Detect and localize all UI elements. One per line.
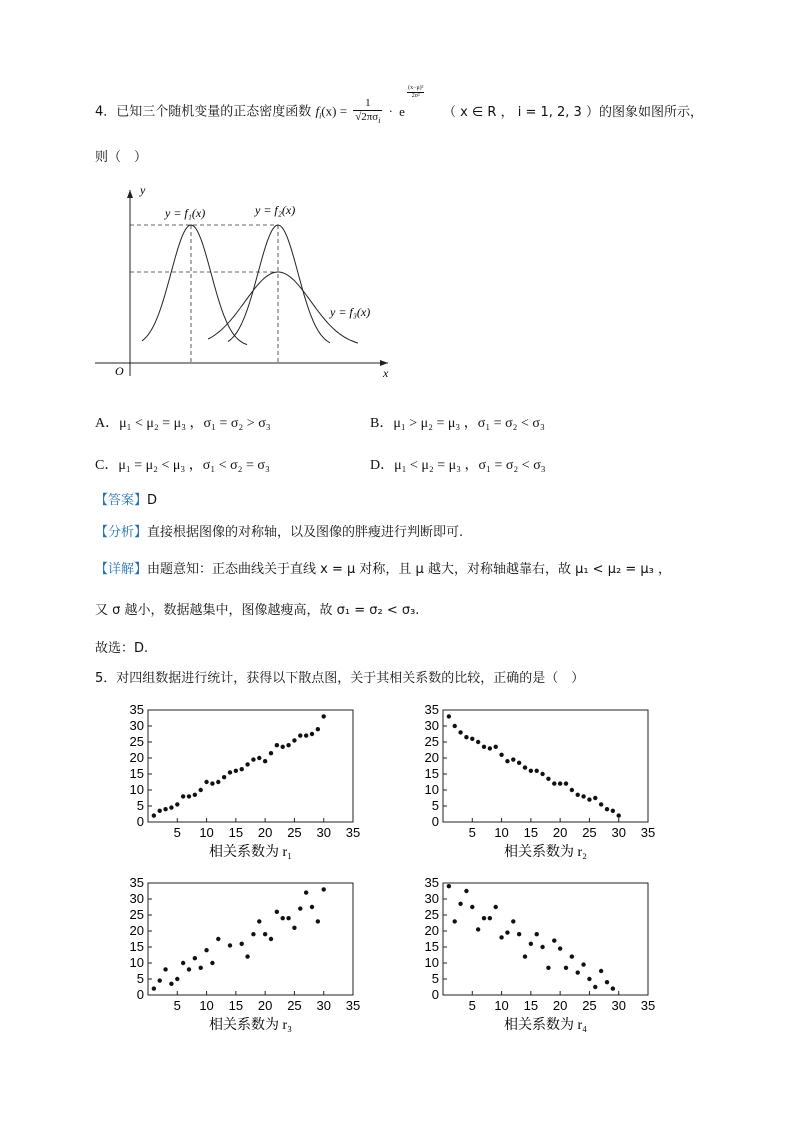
q4-frac-den-main: √2πσ bbox=[355, 111, 379, 123]
data-point bbox=[304, 733, 308, 737]
option-c: C．μ₁ = μ₂ < μ₃ ，σ₁ < σ₂ = σ₃ bbox=[95, 458, 270, 473]
x-tick-label: 10 bbox=[494, 825, 509, 840]
data-point bbox=[163, 807, 167, 811]
data-point bbox=[275, 910, 279, 914]
data-point bbox=[552, 938, 556, 942]
data-point bbox=[482, 745, 486, 749]
data-point bbox=[453, 724, 457, 728]
data-point bbox=[599, 802, 603, 806]
data-point bbox=[488, 916, 492, 920]
data-point bbox=[535, 932, 539, 936]
data-point bbox=[310, 732, 314, 736]
data-point bbox=[494, 905, 498, 909]
y-tick-label: 20 bbox=[424, 750, 439, 765]
data-point bbox=[257, 756, 261, 760]
data-point bbox=[494, 745, 498, 749]
y-tick-label: 15 bbox=[424, 766, 439, 781]
y-tick-label: 20 bbox=[129, 750, 144, 765]
x-tick-label: 30 bbox=[316, 825, 331, 840]
data-point bbox=[447, 884, 451, 888]
data-point bbox=[240, 942, 244, 946]
y-tick-label: 15 bbox=[129, 766, 144, 781]
detail-text-1: 由题意知：正态曲线关于直线 x = μ 对称，且 μ 越大，对称轴越靠右，故 μ₁ < μ₂ = μ₃ ， bbox=[147, 562, 671, 577]
x-tick-label: 30 bbox=[611, 998, 626, 1013]
data-point bbox=[158, 809, 162, 813]
y-tick-label: 15 bbox=[129, 939, 144, 954]
scatter-r2 bbox=[413, 700, 673, 865]
y-tick-label: 25 bbox=[424, 734, 439, 749]
data-point bbox=[181, 961, 185, 965]
data-point bbox=[263, 932, 267, 936]
y-tick-label: 5 bbox=[136, 971, 144, 986]
x-tick-label: 5 bbox=[468, 998, 476, 1013]
data-point bbox=[216, 780, 220, 784]
q4-exp-num: (x−μ)² bbox=[408, 84, 424, 91]
y-tick-label: 30 bbox=[129, 718, 144, 733]
label-f1: y = f₁(x) bbox=[165, 206, 206, 220]
data-point bbox=[163, 967, 167, 971]
option-d: D．μ₁ < μ₂ = μ₃ ，σ₁ = σ₂ < σ₃ bbox=[370, 458, 546, 473]
data-point bbox=[470, 905, 474, 909]
y-tick-label: 10 bbox=[424, 782, 439, 797]
data-point bbox=[281, 916, 285, 920]
data-point bbox=[245, 954, 249, 958]
q4-exp-den: 2σ² bbox=[411, 92, 420, 99]
x-axis-label: x bbox=[383, 366, 389, 380]
data-point bbox=[322, 714, 326, 718]
analysis-line bbox=[95, 521, 463, 540]
data-point bbox=[286, 916, 290, 920]
y-tick-label: 25 bbox=[129, 734, 144, 749]
data-point bbox=[581, 794, 585, 798]
data-point bbox=[611, 986, 615, 990]
data-point bbox=[558, 946, 562, 950]
data-point bbox=[263, 759, 267, 763]
data-point bbox=[564, 966, 568, 970]
data-point bbox=[576, 970, 580, 974]
x-axis-caption: 相关系数为 r₃ bbox=[208, 1018, 293, 1033]
scatter-r1 bbox=[118, 700, 378, 865]
data-point bbox=[517, 932, 521, 936]
scatter-r3 bbox=[118, 873, 378, 1038]
data-point bbox=[169, 805, 173, 809]
data-point bbox=[617, 813, 621, 817]
data-point bbox=[558, 781, 562, 785]
data-point bbox=[499, 935, 503, 939]
y-tick-label: 5 bbox=[431, 798, 439, 813]
data-point bbox=[152, 986, 156, 990]
data-point bbox=[316, 919, 320, 923]
curve-f2 bbox=[228, 225, 330, 343]
x-tick-label: 20 bbox=[257, 998, 273, 1013]
y-tick-label: 5 bbox=[431, 971, 439, 986]
data-point bbox=[298, 733, 302, 737]
q4-line2: 则（ ） bbox=[95, 150, 148, 165]
q4-frac-den-sub: i bbox=[378, 116, 381, 125]
data-point bbox=[529, 942, 533, 946]
q4-frac-num: 1 bbox=[353, 97, 382, 111]
y-tick-label: 25 bbox=[129, 907, 144, 922]
x-axis-caption: 相关系数为 r₄ bbox=[503, 1018, 588, 1033]
data-point bbox=[169, 982, 173, 986]
data-point bbox=[228, 943, 232, 947]
q4-formula-i: i bbox=[319, 111, 322, 121]
data-point bbox=[523, 954, 527, 958]
data-point bbox=[517, 761, 521, 765]
data-point bbox=[599, 969, 603, 973]
data-point bbox=[257, 919, 261, 923]
q4-formula-f: f bbox=[315, 103, 320, 119]
data-point bbox=[552, 781, 556, 785]
q4-stem: 4．已知三个随机变量的正态密度函数 $f_i(x)$ = $\frac{1}{√2\pi\sigma_i}$ · e $\frac{\text{(x−μ)²}}{\text{2σ²}}$ （ x ∈ R ， i = 1, 2, 3 ）的图象如图所示， bbox=[95, 84, 703, 125]
detail-text-2: 又 σ 越小，数据越集中，图像越瘦高，故 σ₁ = σ₂ < σ₃. bbox=[95, 603, 420, 618]
x-tick-label: 5 bbox=[173, 825, 181, 840]
x-tick-label: 5 bbox=[173, 998, 181, 1013]
data-point bbox=[447, 714, 451, 718]
data-point bbox=[281, 745, 285, 749]
q4-e: e bbox=[399, 103, 405, 119]
x-axis-caption: 相关系数为 r₁ bbox=[208, 845, 293, 860]
y-tick-label: 10 bbox=[129, 782, 144, 797]
data-point bbox=[193, 956, 197, 960]
data-point bbox=[152, 813, 156, 817]
data-point bbox=[204, 948, 208, 952]
data-point bbox=[511, 757, 515, 761]
data-point bbox=[175, 977, 179, 981]
data-point bbox=[286, 743, 290, 747]
q4-prefix: 已知三个随机变量的正态密度函数 bbox=[116, 104, 312, 120]
data-point bbox=[488, 746, 492, 750]
data-point bbox=[499, 753, 503, 757]
data-point bbox=[322, 887, 326, 891]
x-tick-label: 15 bbox=[523, 998, 539, 1013]
x-tick-label: 30 bbox=[316, 998, 331, 1013]
data-point bbox=[476, 927, 480, 931]
choice-line: 故选：D. bbox=[95, 641, 149, 656]
y-axis-arrow bbox=[127, 190, 133, 198]
data-point bbox=[529, 769, 533, 773]
q4-exp bbox=[399, 84, 424, 125]
q5-text: 对四组数据进行统计，获得以下散点图，关于其相关系数的比较，正确的是（ ） bbox=[116, 671, 585, 686]
y-tick-label: 35 bbox=[424, 875, 439, 890]
data-point bbox=[222, 775, 226, 779]
x-tick-label: 30 bbox=[611, 825, 626, 840]
data-point bbox=[210, 961, 214, 965]
data-point bbox=[540, 772, 544, 776]
data-point bbox=[228, 770, 232, 774]
data-point bbox=[187, 967, 191, 971]
data-point bbox=[511, 919, 515, 923]
data-point bbox=[546, 966, 550, 970]
x-tick-label: 25 bbox=[582, 825, 597, 840]
data-point bbox=[611, 809, 615, 813]
data-point bbox=[523, 765, 527, 769]
data-point bbox=[234, 769, 238, 773]
data-point bbox=[298, 906, 302, 910]
y-tick-label: 35 bbox=[129, 702, 144, 717]
data-point bbox=[505, 930, 509, 934]
y-tick-label: 0 bbox=[136, 814, 144, 829]
data-point bbox=[458, 902, 462, 906]
q4-number: 4． bbox=[95, 104, 117, 120]
y-tick-label: 30 bbox=[424, 891, 439, 906]
y-tick-label: 35 bbox=[424, 702, 439, 717]
normal-curves-figure bbox=[90, 180, 400, 380]
y-tick-label: 10 bbox=[424, 955, 439, 970]
data-point bbox=[605, 807, 609, 811]
data-point bbox=[576, 793, 580, 797]
data-point bbox=[540, 945, 544, 949]
data-point bbox=[593, 796, 597, 800]
data-point bbox=[546, 777, 550, 781]
data-point bbox=[269, 937, 273, 941]
q5-number: 5． bbox=[95, 671, 117, 686]
q4-fraction bbox=[353, 97, 382, 127]
data-point bbox=[587, 977, 591, 981]
answer-value: D bbox=[147, 493, 158, 508]
option-a: A．μ₁ < μ₂ = μ₃ ，σ₁ = σ₂ > σ₃ bbox=[95, 416, 271, 431]
answer-tag: 【答案】 bbox=[95, 493, 148, 508]
x-tick-label: 35 bbox=[345, 825, 361, 840]
y-tick-label: 35 bbox=[129, 875, 144, 890]
data-point bbox=[453, 919, 457, 923]
q4-domain: （ x ∈ R ， i = 1, 2, 3 ）的图象如图所示， bbox=[443, 104, 703, 120]
x-tick-label: 15 bbox=[228, 998, 244, 1013]
data-point bbox=[292, 738, 296, 742]
data-point bbox=[476, 740, 480, 744]
data-point bbox=[245, 762, 249, 766]
x-tick-label: 25 bbox=[582, 998, 597, 1013]
origin-label: O bbox=[115, 364, 124, 378]
data-point bbox=[458, 730, 462, 734]
y-tick-label: 5 bbox=[136, 798, 144, 813]
scatter-r4 bbox=[413, 873, 673, 1038]
data-point bbox=[605, 980, 609, 984]
data-point bbox=[181, 794, 185, 798]
data-point bbox=[535, 769, 539, 773]
q5-stem bbox=[95, 667, 584, 686]
data-point bbox=[304, 890, 308, 894]
plot-frame bbox=[443, 710, 648, 822]
data-point bbox=[240, 767, 244, 771]
data-point bbox=[199, 788, 203, 792]
x-tick-label: 20 bbox=[257, 825, 273, 840]
x-tick-label: 25 bbox=[287, 998, 302, 1013]
y-tick-label: 20 bbox=[129, 923, 144, 938]
data-point bbox=[193, 793, 197, 797]
data-point bbox=[470, 737, 474, 741]
y-tick-label: 30 bbox=[129, 891, 144, 906]
analysis-text: 直接根据图像的对称轴，以及图像的胖瘦进行判断即可. bbox=[147, 525, 464, 540]
data-point bbox=[269, 751, 273, 755]
data-point bbox=[175, 802, 179, 806]
data-point bbox=[464, 735, 468, 739]
data-point bbox=[187, 794, 191, 798]
data-point bbox=[482, 916, 486, 920]
x-tick-label: 15 bbox=[523, 825, 539, 840]
x-tick-label: 10 bbox=[199, 998, 214, 1013]
data-point bbox=[316, 727, 320, 731]
x-tick-label: 35 bbox=[640, 998, 656, 1013]
x-tick-label: 35 bbox=[640, 825, 656, 840]
y-tick-label: 20 bbox=[424, 923, 439, 938]
data-point bbox=[570, 954, 574, 958]
y-tick-label: 15 bbox=[424, 939, 439, 954]
y-tick-label: 0 bbox=[431, 814, 439, 829]
data-point bbox=[570, 788, 574, 792]
detail-tag: 【详解】 bbox=[95, 562, 148, 577]
plot-frame bbox=[443, 883, 648, 995]
option-b: B．μ₁ > μ₂ = μ₃ ，σ₁ = σ₂ < σ₃ bbox=[370, 416, 545, 431]
x-tick-label: 15 bbox=[228, 825, 244, 840]
x-axis-caption: 相关系数为 r₂ bbox=[503, 845, 588, 860]
answer-line bbox=[95, 489, 157, 508]
label-f3: y = f₃(x) bbox=[330, 305, 371, 319]
x-tick-label: 25 bbox=[287, 825, 302, 840]
y-tick-label: 25 bbox=[424, 907, 439, 922]
data-point bbox=[158, 978, 162, 982]
data-point bbox=[251, 757, 255, 761]
data-point bbox=[199, 966, 203, 970]
q4-formula-x: (x) = bbox=[321, 103, 348, 119]
analysis-tag: 【分析】 bbox=[95, 525, 148, 540]
y-axis-label: y bbox=[140, 183, 146, 197]
data-point bbox=[564, 781, 568, 785]
data-point bbox=[210, 781, 214, 785]
data-point bbox=[505, 759, 509, 763]
x-tick-label: 35 bbox=[345, 998, 361, 1013]
data-point bbox=[310, 905, 314, 909]
data-point bbox=[204, 780, 208, 784]
y-tick-label: 0 bbox=[136, 987, 144, 1002]
data-point bbox=[251, 932, 255, 936]
x-tick-label: 20 bbox=[552, 825, 568, 840]
q4-frac-den bbox=[353, 111, 382, 127]
y-tick-label: 30 bbox=[424, 718, 439, 733]
x-tick-label: 5 bbox=[468, 825, 476, 840]
x-tick-label: 10 bbox=[199, 825, 214, 840]
data-point bbox=[464, 889, 468, 893]
y-tick-label: 10 bbox=[129, 955, 144, 970]
x-tick-label: 20 bbox=[552, 998, 568, 1013]
q4-exponent bbox=[407, 85, 424, 100]
x-tick-label: 10 bbox=[494, 998, 509, 1013]
data-point bbox=[275, 743, 279, 747]
data-point bbox=[292, 926, 296, 930]
data-point bbox=[593, 985, 597, 989]
detail-line-1 bbox=[95, 558, 671, 577]
data-point bbox=[216, 937, 220, 941]
y-tick-label: 0 bbox=[431, 987, 439, 1002]
label-f2: y = f₂(x) bbox=[255, 203, 296, 217]
data-point bbox=[581, 962, 585, 966]
curve-f1 bbox=[142, 225, 247, 345]
data-point bbox=[587, 797, 591, 801]
